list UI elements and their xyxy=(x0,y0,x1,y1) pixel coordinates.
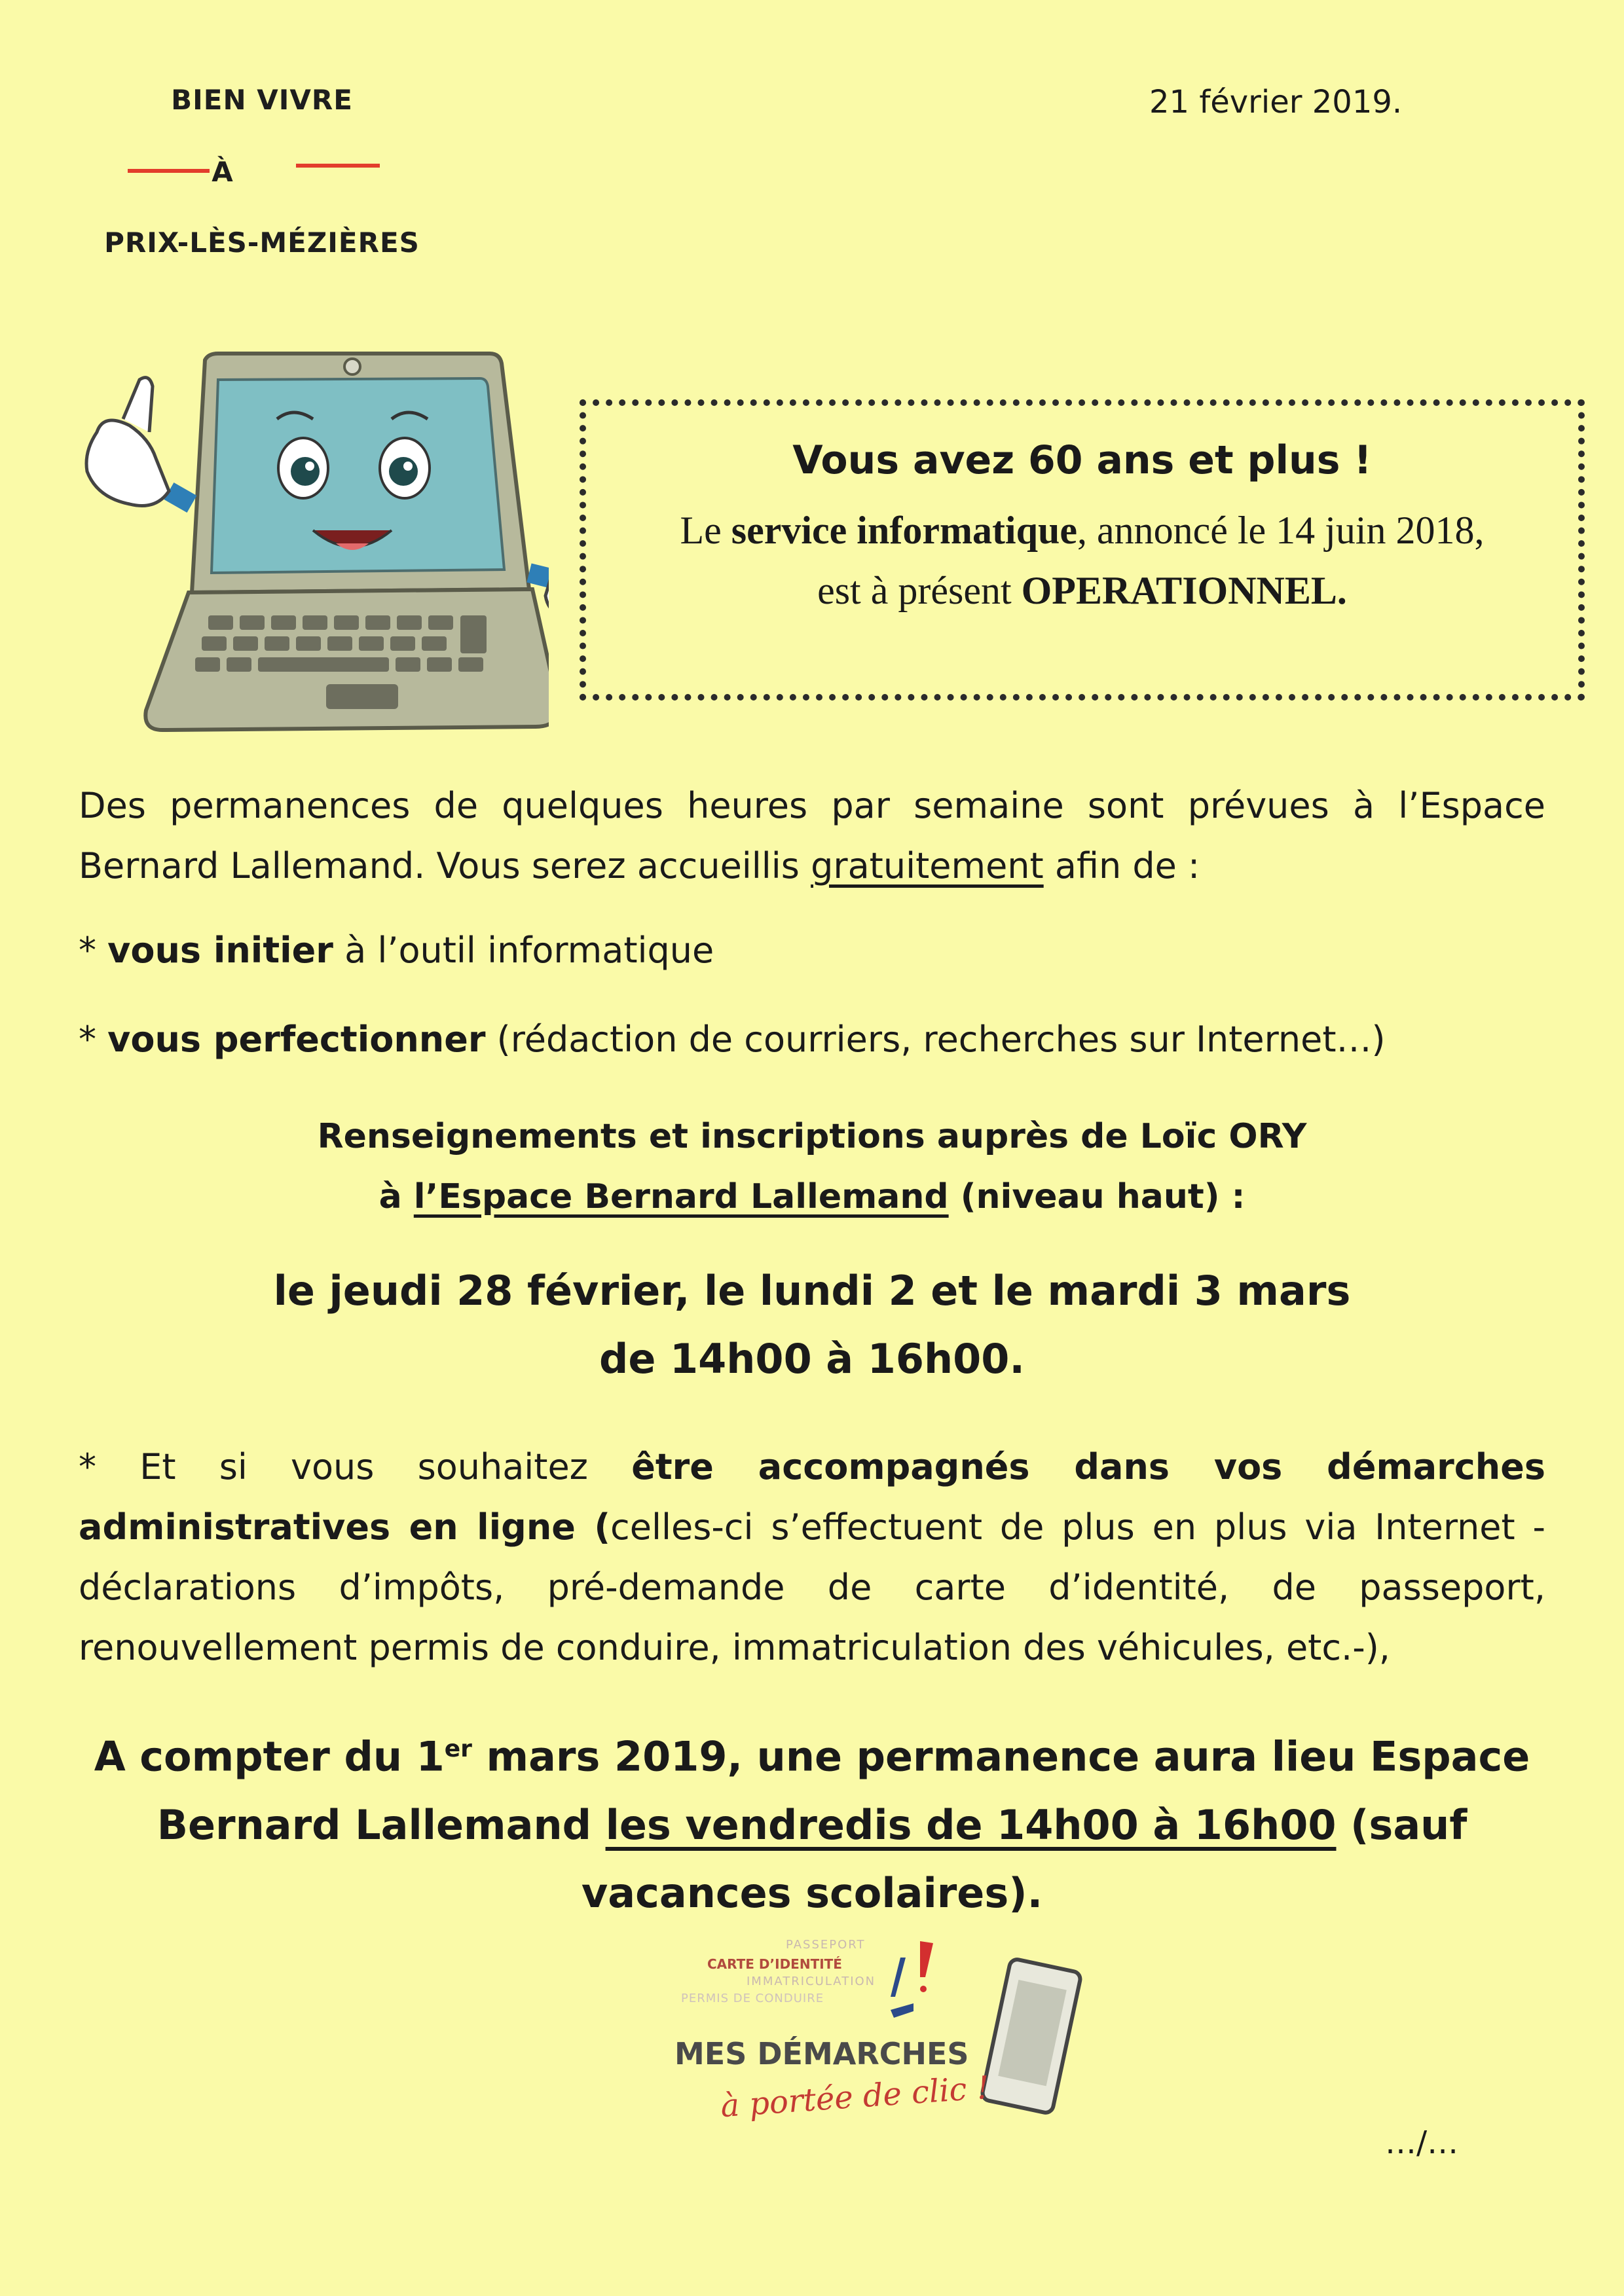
logo-line-carte: CARTE D’IDENTITÉ xyxy=(707,1956,842,1972)
logo-line-passeport: PASSEPORT xyxy=(786,1938,866,1952)
dates-line1: le jeudi 28 février, le lundi 2 et le mardi 3 mars xyxy=(273,1267,1351,1315)
bullet-star: * xyxy=(79,1019,108,1060)
bullet-star: * xyxy=(79,930,108,971)
logo-main-text: MES DÉMARCHES xyxy=(674,2036,969,2071)
announce-line1-post: , annoncé le 14 juin 2018, xyxy=(1077,509,1485,552)
org-name-line2: À xyxy=(212,156,234,188)
final-pre: A compter du 1 xyxy=(94,1732,445,1781)
info-line2-underlined: l’Espace Bernard Lallemand xyxy=(413,1177,949,1216)
bullet-item-initier xyxy=(79,930,714,971)
laptop-mascot-icon xyxy=(77,340,549,746)
org-name-line1: BIEN VIVRE xyxy=(171,84,353,116)
announce-line1-bold: service informatique xyxy=(731,509,1077,552)
info-line2 xyxy=(0,1167,1624,1227)
announce-line1-pre: Le xyxy=(680,509,731,552)
logo-line-permis: PERMIS DE CONDUIRE xyxy=(681,1992,824,2005)
info-block xyxy=(0,1106,1624,1227)
dates-block xyxy=(0,1257,1624,1393)
announcement-body xyxy=(586,500,1578,621)
admin-star: * Et si vous souhaitez xyxy=(79,1446,632,1487)
intro-paragraph xyxy=(79,776,1545,896)
bullet-rest: à l’outil informatique xyxy=(333,930,714,971)
final-mid: mars 2019, une permanence aura lieu Espace Bernard Lallemand xyxy=(157,1732,1530,1849)
continuation-mark: …/… xyxy=(1385,2124,1459,2161)
bullet-bold: vous perfectionner xyxy=(107,1019,486,1060)
dates-line2: de 14h00 à 16h00. xyxy=(599,1335,1025,1383)
announce-line2-pre: est à présent xyxy=(817,569,1022,612)
final-sup: er xyxy=(444,1736,472,1762)
bullet-item-perfectionner xyxy=(79,1019,1386,1060)
red-dash-left xyxy=(128,169,210,173)
bullet-rest: (rédaction de courriers, recherches sur Internet…) xyxy=(485,1019,1386,1060)
bullet-bold: vous initier xyxy=(107,930,333,971)
intro-text-2: afin de : xyxy=(1043,845,1200,886)
info-line1: Renseignements et inscriptions auprès de Loïc ORY xyxy=(317,1117,1307,1156)
info-line2-post: (niveau haut) : xyxy=(948,1177,1246,1216)
org-name-line3: PRIX-LÈS-MÉZIÈRES xyxy=(104,227,420,259)
announcement-box xyxy=(580,399,1585,701)
final-announcement xyxy=(72,1715,1552,1927)
admin-bold: être accompagnés dans vos démarches administratives en ligne xyxy=(79,1446,1545,1548)
info-line2-pre: à xyxy=(378,1177,414,1216)
final-underlined: les vendredis de 14h00 à 16h00 xyxy=(605,1800,1337,1849)
red-dash-right xyxy=(296,164,380,168)
intro-underlined: gratuitement xyxy=(811,845,1044,886)
document-date: 21 février 2019. xyxy=(1149,84,1403,120)
mes-demarches-logo xyxy=(668,1931,1094,2167)
admin-rest: celles-ci s’effectuent de plus en plus via Internet -déclarations d’impôts, pré-demande de carte d’identité, de passeport, renouvellement permis de conduire, immatriculation des véhicules, etc.-), xyxy=(79,1506,1546,1668)
admin-paragraph xyxy=(79,1437,1545,1678)
final-post: (sauf vacances scolaires). xyxy=(581,1800,1467,1917)
announce-line2-bold: OPERATIONNEL. xyxy=(1021,569,1347,612)
phone-icon xyxy=(976,1951,1087,2134)
logo-tagline: à portée de clic ! xyxy=(719,2069,991,2125)
announcement-title: Vous avez 60 ans et plus ! xyxy=(792,437,1372,483)
logo-line-immat: IMMATRICULATION xyxy=(747,1975,876,1988)
logo-flag-mark xyxy=(887,1938,940,2036)
admin-paren: ( xyxy=(575,1506,611,1548)
intro-text-1: Des permanences de quelques heures par semaine sont prévues à l’Espace Bernard Lallemand. Vous serez accueillis xyxy=(79,785,1545,886)
